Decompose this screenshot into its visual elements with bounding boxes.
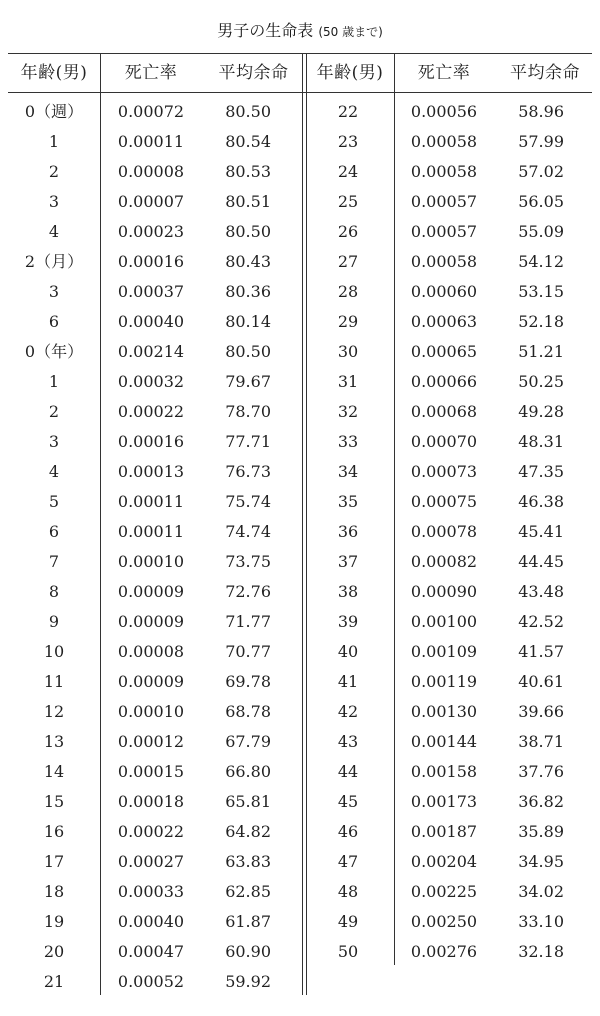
age-cell: 14 bbox=[43, 762, 65, 781]
age-cell: 7 bbox=[48, 552, 60, 571]
rate-cell: 0.00010 bbox=[117, 702, 185, 721]
rate-cell: 0.00047 bbox=[117, 942, 185, 961]
life-cell: 80.36 bbox=[225, 282, 271, 301]
title-main: 男子の生命表 bbox=[217, 21, 314, 40]
life-cell: 80.53 bbox=[225, 162, 271, 181]
rate-cell: 0.00015 bbox=[117, 762, 185, 781]
life-cell: 60.90 bbox=[225, 942, 271, 961]
rate-cell: 0.00130 bbox=[410, 702, 478, 721]
age-cell: 0（週） bbox=[24, 102, 84, 121]
age-cell: 17 bbox=[43, 852, 65, 871]
age-cell: 40 bbox=[337, 642, 359, 661]
rate-cell: 0.00008 bbox=[117, 642, 185, 661]
rate-cell: 0.00173 bbox=[410, 792, 478, 811]
rate-cell: 0.00040 bbox=[117, 912, 185, 931]
rate-cell: 0.00013 bbox=[117, 462, 185, 481]
rate-cell: 0.00032 bbox=[117, 372, 185, 391]
rate-cell: 0.00072 bbox=[117, 102, 185, 121]
rate-cell: 0.00022 bbox=[117, 822, 185, 841]
life-cell: 80.50 bbox=[225, 102, 271, 121]
rate-cell: 0.00057 bbox=[410, 192, 478, 211]
life-cell: 71.77 bbox=[225, 612, 271, 631]
rate-cell: 0.00063 bbox=[410, 312, 478, 331]
rate-cell: 0.00058 bbox=[410, 162, 478, 181]
life-cell: 65.81 bbox=[225, 792, 271, 811]
age-cell: 13 bbox=[43, 732, 65, 751]
rate-cell: 0.00018 bbox=[117, 792, 185, 811]
life-cell: 66.80 bbox=[225, 762, 271, 781]
life-cell: 42.52 bbox=[518, 612, 564, 631]
title-sub: (50 歳まで) bbox=[318, 25, 383, 39]
life-cell: 50.25 bbox=[518, 372, 564, 391]
rate-cell: 0.00011 bbox=[117, 492, 185, 511]
life-cell: 51.21 bbox=[518, 342, 564, 361]
life-cell: 44.45 bbox=[518, 552, 564, 571]
life-cell: 78.70 bbox=[225, 402, 271, 421]
rate-cell: 0.00144 bbox=[410, 732, 478, 751]
rate-cell: 0.00204 bbox=[410, 852, 478, 871]
life-cell: 80.50 bbox=[225, 342, 271, 361]
age-cell: 48 bbox=[337, 882, 359, 901]
rate-cell: 0.00066 bbox=[410, 372, 478, 391]
life-cell: 72.76 bbox=[225, 582, 271, 601]
rate-cell: 0.00276 bbox=[410, 942, 478, 961]
rate-cell: 0.00012 bbox=[117, 732, 185, 751]
life-cell: 34.95 bbox=[518, 852, 564, 871]
age-cell: 35 bbox=[337, 492, 359, 511]
rate-cell: 0.00016 bbox=[117, 432, 185, 451]
life-cell: 79.67 bbox=[225, 372, 271, 391]
rate-cell: 0.00009 bbox=[117, 582, 185, 601]
life-cell: 49.28 bbox=[518, 402, 564, 421]
age-cell: 46 bbox=[337, 822, 359, 841]
age-cell: 12 bbox=[43, 702, 65, 721]
rate-cell: 0.00011 bbox=[117, 522, 185, 541]
age-cell: 0（年） bbox=[24, 342, 84, 361]
age-cell: 10 bbox=[43, 642, 65, 661]
rate-cell: 0.00075 bbox=[410, 492, 478, 511]
rate-cell: 0.00060 bbox=[410, 282, 478, 301]
life-cell: 59.92 bbox=[225, 972, 271, 991]
rate-cell: 0.00008 bbox=[117, 162, 185, 181]
life-cell: 46.38 bbox=[518, 492, 564, 511]
age-cell: 37 bbox=[337, 552, 359, 571]
rate-cell: 0.00090 bbox=[410, 582, 478, 601]
table-top-rule bbox=[8, 53, 592, 54]
age-cell: 41 bbox=[337, 672, 359, 691]
age-cell: 2 bbox=[48, 162, 60, 181]
age-cell: 39 bbox=[337, 612, 359, 631]
age-cell: 6 bbox=[48, 312, 60, 331]
age-cell: 11 bbox=[43, 672, 65, 691]
life-cell: 41.57 bbox=[518, 642, 564, 661]
rate-cell: 0.00009 bbox=[117, 612, 185, 631]
rate-cell: 0.00158 bbox=[410, 762, 478, 781]
header-rate-right: 死亡率 bbox=[417, 63, 471, 83]
life-cell: 80.50 bbox=[225, 222, 271, 241]
age-cell: 24 bbox=[337, 162, 359, 181]
rate-cell: 0.00056 bbox=[410, 102, 478, 121]
age-cell: 45 bbox=[337, 792, 359, 811]
life-cell: 53.15 bbox=[518, 282, 564, 301]
rate-cell: 0.00007 bbox=[117, 192, 185, 211]
header-rate-left: 死亡率 bbox=[124, 63, 178, 83]
age-cell: 23 bbox=[337, 132, 359, 151]
life-cell: 36.82 bbox=[518, 792, 564, 811]
life-cell: 45.41 bbox=[518, 522, 564, 541]
rate-cell: 0.00058 bbox=[410, 132, 478, 151]
rate-cell: 0.00016 bbox=[117, 252, 185, 271]
life-cell: 47.35 bbox=[518, 462, 564, 481]
life-cell: 61.87 bbox=[225, 912, 271, 931]
life-cell: 37.76 bbox=[518, 762, 564, 781]
life-cell: 33.10 bbox=[518, 912, 564, 931]
life-cell: 39.66 bbox=[518, 702, 564, 721]
header-age-left: 年齢(男) bbox=[20, 63, 88, 83]
life-cell: 43.48 bbox=[518, 582, 564, 601]
age-cell: 18 bbox=[43, 882, 65, 901]
age-cell: 16 bbox=[43, 822, 65, 841]
life-cell: 55.09 bbox=[518, 222, 564, 241]
age-cell: 6 bbox=[48, 522, 60, 541]
rate-cell: 0.00250 bbox=[410, 912, 478, 931]
life-cell: 52.18 bbox=[518, 312, 564, 331]
life-cell: 75.74 bbox=[225, 492, 271, 511]
age-cell: 49 bbox=[337, 912, 359, 931]
age-cell: 3 bbox=[48, 282, 60, 301]
age-cell: 4 bbox=[48, 222, 60, 241]
rate-cell: 0.00011 bbox=[117, 132, 185, 151]
life-cell: 58.96 bbox=[518, 102, 564, 121]
age-cell: 3 bbox=[48, 192, 60, 211]
age-cell: 25 bbox=[337, 192, 359, 211]
life-cell: 56.05 bbox=[518, 192, 564, 211]
rate-cell: 0.00027 bbox=[117, 852, 185, 871]
age-cell: 30 bbox=[337, 342, 359, 361]
life-cell: 80.14 bbox=[225, 312, 271, 331]
life-cell: 67.79 bbox=[225, 732, 271, 751]
rate-cell: 0.00070 bbox=[410, 432, 478, 451]
life-cell: 76.73 bbox=[225, 462, 271, 481]
age-cell: 29 bbox=[337, 312, 359, 331]
age-cell: 50 bbox=[337, 942, 359, 961]
age-cell: 2（月） bbox=[24, 252, 84, 271]
age-cell: 34 bbox=[337, 462, 359, 481]
page-title bbox=[0, 18, 600, 41]
age-cell: 20 bbox=[43, 942, 65, 961]
rate-cell: 0.00078 bbox=[410, 522, 478, 541]
life-cell: 80.51 bbox=[225, 192, 271, 211]
life-cell: 48.31 bbox=[518, 432, 564, 451]
rate-cell: 0.00010 bbox=[117, 552, 185, 571]
rate-cell: 0.00100 bbox=[410, 612, 478, 631]
life-cell: 34.02 bbox=[518, 882, 564, 901]
life-cell: 70.77 bbox=[225, 642, 271, 661]
age-cell: 1 bbox=[48, 372, 60, 391]
age-cell: 36 bbox=[337, 522, 359, 541]
age-cell: 22 bbox=[337, 102, 359, 121]
rate-cell: 0.00082 bbox=[410, 552, 478, 571]
rate-cell: 0.00073 bbox=[410, 462, 478, 481]
rate-cell: 0.00037 bbox=[117, 282, 185, 301]
age-cell: 47 bbox=[337, 852, 359, 871]
life-cell: 80.54 bbox=[225, 132, 271, 151]
age-cell: 43 bbox=[337, 732, 359, 751]
life-cell: 32.18 bbox=[518, 942, 564, 961]
age-cell: 33 bbox=[337, 432, 359, 451]
rate-cell: 0.00057 bbox=[410, 222, 478, 241]
life-cell: 80.43 bbox=[225, 252, 271, 271]
life-cell: 69.78 bbox=[225, 672, 271, 691]
life-cell: 77.71 bbox=[225, 432, 271, 451]
age-cell: 3 bbox=[48, 432, 60, 451]
age-cell: 26 bbox=[337, 222, 359, 241]
life-cell: 73.75 bbox=[225, 552, 271, 571]
rate-cell: 0.00052 bbox=[117, 972, 185, 991]
rate-cell: 0.00058 bbox=[410, 252, 478, 271]
life-cell: 54.12 bbox=[518, 252, 564, 271]
header-life-right: 平均余命 bbox=[510, 63, 580, 83]
life-cell: 35.89 bbox=[518, 822, 564, 841]
rate-cell: 0.00065 bbox=[410, 342, 478, 361]
rate-cell: 0.00187 bbox=[410, 822, 478, 841]
age-cell: 4 bbox=[48, 462, 60, 481]
age-cell: 19 bbox=[43, 912, 65, 931]
rate-cell: 0.00022 bbox=[117, 402, 185, 421]
life-cell: 38.71 bbox=[518, 732, 564, 751]
life-cell: 68.78 bbox=[225, 702, 271, 721]
age-cell: 32 bbox=[337, 402, 359, 421]
life-cell: 57.99 bbox=[518, 132, 564, 151]
age-cell: 44 bbox=[337, 762, 359, 781]
age-cell: 31 bbox=[337, 372, 359, 391]
rate-cell: 0.00068 bbox=[410, 402, 478, 421]
life-cell: 74.74 bbox=[225, 522, 271, 541]
age-cell: 42 bbox=[337, 702, 359, 721]
age-cell: 21 bbox=[43, 972, 65, 991]
rate-cell: 0.00214 bbox=[117, 342, 185, 361]
life-cell: 64.82 bbox=[225, 822, 271, 841]
rate-cell: 0.00225 bbox=[410, 882, 478, 901]
rate-cell: 0.00119 bbox=[410, 672, 478, 691]
rate-cell: 0.00040 bbox=[117, 312, 185, 331]
age-cell: 9 bbox=[48, 612, 60, 631]
life-cell: 57.02 bbox=[518, 162, 564, 181]
rate-cell: 0.00023 bbox=[117, 222, 185, 241]
age-cell: 28 bbox=[337, 282, 359, 301]
rate-cell: 0.00033 bbox=[117, 882, 185, 901]
header-bottom-rule bbox=[8, 92, 592, 93]
life-cell: 40.61 bbox=[518, 672, 564, 691]
age-cell: 1 bbox=[48, 132, 60, 151]
rate-cell: 0.00009 bbox=[117, 672, 185, 691]
age-cell: 27 bbox=[337, 252, 359, 271]
age-cell: 38 bbox=[337, 582, 359, 601]
age-cell: 5 bbox=[48, 492, 60, 511]
age-cell: 15 bbox=[43, 792, 65, 811]
rate-cell: 0.00109 bbox=[410, 642, 478, 661]
header-life-left: 平均余命 bbox=[218, 63, 289, 83]
age-cell: 8 bbox=[48, 582, 60, 601]
life-cell: 63.83 bbox=[225, 852, 271, 871]
age-cell: 2 bbox=[48, 402, 60, 421]
life-cell: 62.85 bbox=[225, 882, 271, 901]
header-age-right: 年齢(男) bbox=[316, 63, 384, 83]
